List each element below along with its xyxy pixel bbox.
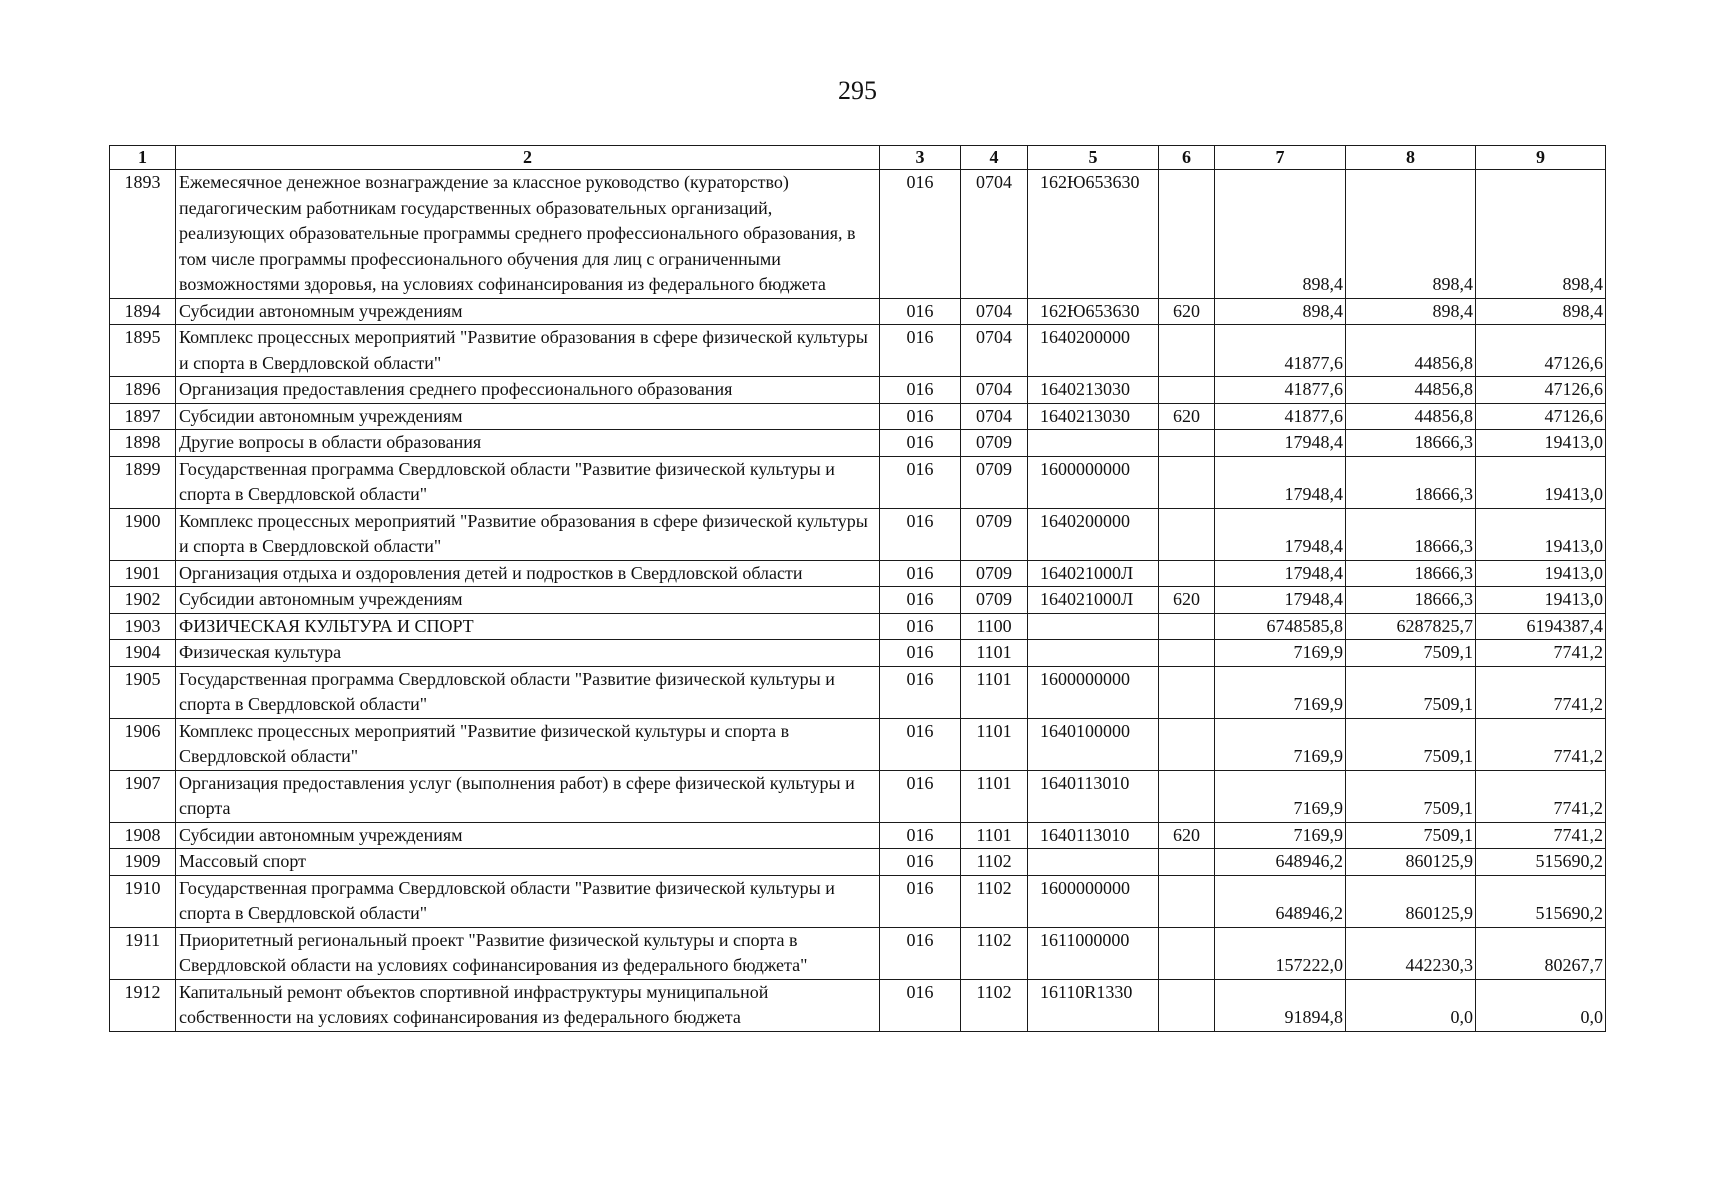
row-name: Субсидии автономным учреждениям [176, 587, 880, 614]
row-expense-kind [1159, 508, 1215, 560]
row-ministry-code: 016 [880, 822, 961, 849]
row-section-code: 1100 [961, 613, 1028, 640]
row-name: Приоритетный региональный проект "Развитие физической культуры и спорта в Свердловской области на условиях софинансирования из федерального бюджета" [176, 927, 880, 979]
row-amount-col8: 7509,1 [1346, 718, 1476, 770]
row-ministry-code: 016 [880, 403, 961, 430]
row-amount-col8: 18666,3 [1346, 430, 1476, 457]
row-amount-col8: 7509,1 [1346, 640, 1476, 667]
row-number: 1906 [110, 718, 176, 770]
row-section-code: 0704 [961, 325, 1028, 377]
row-name: Государственная программа Свердловской области "Развитие физической культуры и спорта в Свердловской области" [176, 456, 880, 508]
table-row [110, 927, 1606, 979]
row-ministry-code: 016 [880, 587, 961, 614]
row-expense-kind [1159, 377, 1215, 404]
row-amount-col9: 19413,0 [1476, 560, 1606, 587]
row-target-code: 164021000Л [1028, 560, 1159, 587]
row-number: 1908 [110, 822, 176, 849]
row-number: 1902 [110, 587, 176, 614]
row-amount-col8: 44856,8 [1346, 403, 1476, 430]
row-amount-col7: 17948,4 [1215, 456, 1346, 508]
table-row [110, 508, 1606, 560]
row-section-code: 0704 [961, 377, 1028, 404]
row-target-code: 16110R1330 [1028, 979, 1159, 1031]
row-expense-kind: 620 [1159, 298, 1215, 325]
row-target-code [1028, 613, 1159, 640]
row-amount-col9: 7741,2 [1476, 822, 1606, 849]
row-expense-kind [1159, 325, 1215, 377]
row-expense-kind [1159, 979, 1215, 1031]
row-section-code: 1101 [961, 822, 1028, 849]
row-name: Субсидии автономным учреждениям [176, 403, 880, 430]
row-number: 1899 [110, 456, 176, 508]
row-name: Организация отдыха и оздоровления детей и подростков в Свердловской области [176, 560, 880, 587]
table-header-row [110, 146, 1606, 170]
row-ministry-code: 016 [880, 770, 961, 822]
row-expense-kind: 620 [1159, 403, 1215, 430]
row-amount-col7: 6748585,8 [1215, 613, 1346, 640]
row-target-code: 162Ю653630 [1028, 298, 1159, 325]
row-expense-kind [1159, 613, 1215, 640]
table-row [110, 403, 1606, 430]
row-expense-kind [1159, 560, 1215, 587]
row-amount-col9: 47126,6 [1476, 403, 1606, 430]
row-amount-col8: 442230,3 [1346, 927, 1476, 979]
row-amount-col8: 18666,3 [1346, 587, 1476, 614]
column-header-8: 8 [1346, 146, 1476, 170]
row-target-code: 1600000000 [1028, 456, 1159, 508]
row-number: 1910 [110, 875, 176, 927]
table-row [110, 560, 1606, 587]
row-amount-col9: 7741,2 [1476, 666, 1606, 718]
row-amount-col9: 6194387,4 [1476, 613, 1606, 640]
row-target-code: 1640113010 [1028, 822, 1159, 849]
column-header-5: 5 [1028, 146, 1159, 170]
row-ministry-code: 016 [880, 666, 961, 718]
row-amount-col9: 80267,7 [1476, 927, 1606, 979]
row-expense-kind [1159, 718, 1215, 770]
row-number: 1898 [110, 430, 176, 457]
row-name: Субсидии автономным учреждениям [176, 298, 880, 325]
row-ministry-code: 016 [880, 849, 961, 876]
row-section-code: 0709 [961, 456, 1028, 508]
row-name: Другие вопросы в области образования [176, 430, 880, 457]
row-target-code: 162Ю653630 [1028, 170, 1159, 299]
row-number: 1912 [110, 979, 176, 1031]
row-number: 1897 [110, 403, 176, 430]
row-name: Массовый спорт [176, 849, 880, 876]
row-amount-col9: 7741,2 [1476, 640, 1606, 667]
row-section-code: 1102 [961, 979, 1028, 1031]
row-section-code: 0704 [961, 298, 1028, 325]
row-amount-col9: 515690,2 [1476, 875, 1606, 927]
row-amount-col7: 17948,4 [1215, 560, 1346, 587]
table-row [110, 170, 1606, 299]
table-row [110, 770, 1606, 822]
row-amount-col7: 898,4 [1215, 298, 1346, 325]
row-target-code [1028, 640, 1159, 667]
column-header-2: 2 [176, 146, 880, 170]
row-number: 1901 [110, 560, 176, 587]
row-expense-kind [1159, 875, 1215, 927]
row-number: 1893 [110, 170, 176, 299]
row-amount-col7: 157222,0 [1215, 927, 1346, 979]
row-ministry-code: 016 [880, 613, 961, 640]
table-row [110, 640, 1606, 667]
row-number: 1896 [110, 377, 176, 404]
row-target-code: 1640213030 [1028, 403, 1159, 430]
row-ministry-code: 016 [880, 508, 961, 560]
row-number: 1900 [110, 508, 176, 560]
row-amount-col8: 6287825,7 [1346, 613, 1476, 640]
row-expense-kind [1159, 430, 1215, 457]
row-amount-col8: 44856,8 [1346, 377, 1476, 404]
column-header-1: 1 [110, 146, 176, 170]
row-name: Комплекс процессных мероприятий "Развитие образования в сфере физической культуры и спорта в Свердловской области" [176, 508, 880, 560]
row-amount-col9: 898,4 [1476, 298, 1606, 325]
table-row [110, 430, 1606, 457]
row-number: 1903 [110, 613, 176, 640]
row-target-code: 1600000000 [1028, 666, 1159, 718]
row-amount-col9: 19413,0 [1476, 587, 1606, 614]
row-expense-kind: 620 [1159, 822, 1215, 849]
row-target-code [1028, 849, 1159, 876]
row-section-code: 1101 [961, 770, 1028, 822]
row-section-code: 1101 [961, 640, 1028, 667]
row-expense-kind [1159, 456, 1215, 508]
row-number: 1904 [110, 640, 176, 667]
row-amount-col8: 18666,3 [1346, 456, 1476, 508]
table-body [110, 170, 1606, 1032]
table-row [110, 849, 1606, 876]
row-name: Государственная программа Свердловской области "Развитие физической культуры и спорта в Свердловской области" [176, 875, 880, 927]
row-amount-col7: 7169,9 [1215, 822, 1346, 849]
row-target-code: 1640113010 [1028, 770, 1159, 822]
row-amount-col9: 898,4 [1476, 170, 1606, 299]
row-section-code: 1101 [961, 718, 1028, 770]
row-target-code: 1600000000 [1028, 875, 1159, 927]
row-name: Капитальный ремонт объектов спортивной инфраструктуры муниципальной собственности на условиях софинансирования из федерального бюджета [176, 979, 880, 1031]
row-name: Ежемесячное денежное вознаграждение за классное руководство (кураторство) педагогическим работникам государственных образовательных организаций, реализующих образовательные программы среднего профессионального образования, в том числе программы профессионального обучения для лиц с ограниченными возможностями здоровья, на условиях софинансирования из федерального бюджета [176, 170, 880, 299]
row-ministry-code: 016 [880, 456, 961, 508]
row-section-code: 0709 [961, 430, 1028, 457]
row-section-code: 0709 [961, 508, 1028, 560]
row-number: 1911 [110, 927, 176, 979]
row-amount-col9: 19413,0 [1476, 508, 1606, 560]
column-header-4: 4 [961, 146, 1028, 170]
row-amount-col7: 91894,8 [1215, 979, 1346, 1031]
row-amount-col7: 41877,6 [1215, 403, 1346, 430]
row-amount-col9: 0,0 [1476, 979, 1606, 1031]
row-target-code: 1640200000 [1028, 508, 1159, 560]
row-name: Организация предоставления услуг (выполнения работ) в сфере физической культуры и спорта [176, 770, 880, 822]
row-amount-col8: 44856,8 [1346, 325, 1476, 377]
row-ministry-code: 016 [880, 430, 961, 457]
row-amount-col7: 898,4 [1215, 170, 1346, 299]
row-amount-col8: 0,0 [1346, 979, 1476, 1031]
row-target-code [1028, 430, 1159, 457]
row-ministry-code: 016 [880, 640, 961, 667]
column-header-3: 3 [880, 146, 961, 170]
table-row [110, 822, 1606, 849]
page-number: 295 [838, 76, 877, 105]
row-name: Комплекс процессных мероприятий "Развитие физической культуры и спорта в Свердловской области" [176, 718, 880, 770]
row-section-code: 0709 [961, 587, 1028, 614]
row-target-code: 1640100000 [1028, 718, 1159, 770]
row-amount-col7: 41877,6 [1215, 325, 1346, 377]
row-amount-col8: 18666,3 [1346, 560, 1476, 587]
table-row [110, 613, 1606, 640]
row-amount-col7: 17948,4 [1215, 587, 1346, 614]
row-name: Физическая культура [176, 640, 880, 667]
row-number: 1907 [110, 770, 176, 822]
row-section-code: 1102 [961, 875, 1028, 927]
row-number: 1894 [110, 298, 176, 325]
row-name: Субсидии автономным учреждениям [176, 822, 880, 849]
row-ministry-code: 016 [880, 875, 961, 927]
row-section-code: 1101 [961, 666, 1028, 718]
row-amount-col8: 7509,1 [1346, 822, 1476, 849]
row-amount-col7: 7169,9 [1215, 640, 1346, 667]
row-amount-col7: 17948,4 [1215, 508, 1346, 560]
column-header-9: 9 [1476, 146, 1606, 170]
table-row [110, 377, 1606, 404]
row-ministry-code: 016 [880, 979, 961, 1031]
row-amount-col7: 648946,2 [1215, 875, 1346, 927]
table-row [110, 979, 1606, 1031]
row-ministry-code: 016 [880, 325, 961, 377]
table-row [110, 587, 1606, 614]
row-amount-col8: 898,4 [1346, 298, 1476, 325]
row-target-code: 1640213030 [1028, 377, 1159, 404]
row-amount-col7: 648946,2 [1215, 849, 1346, 876]
row-ministry-code: 016 [880, 377, 961, 404]
row-number: 1895 [110, 325, 176, 377]
row-amount-col9: 47126,6 [1476, 325, 1606, 377]
row-expense-kind: 620 [1159, 587, 1215, 614]
row-amount-col8: 860125,9 [1346, 849, 1476, 876]
row-ministry-code: 016 [880, 560, 961, 587]
row-amount-col8: 7509,1 [1346, 770, 1476, 822]
row-name: Организация предоставления среднего профессионального образования [176, 377, 880, 404]
row-section-code: 0704 [961, 170, 1028, 299]
row-amount-col8: 18666,3 [1346, 508, 1476, 560]
row-expense-kind [1159, 770, 1215, 822]
row-target-code: 1611000000 [1028, 927, 1159, 979]
row-section-code: 1102 [961, 849, 1028, 876]
budget-table [109, 145, 1606, 1032]
row-expense-kind [1159, 170, 1215, 299]
column-header-7: 7 [1215, 146, 1346, 170]
row-amount-col9: 19413,0 [1476, 456, 1606, 508]
row-amount-col8: 7509,1 [1346, 666, 1476, 718]
row-section-code: 0709 [961, 560, 1028, 587]
row-name: Комплекс процессных мероприятий "Развитие образования в сфере физической культуры и спорта в Свердловской области" [176, 325, 880, 377]
row-name: Государственная программа Свердловской области "Развитие физической культуры и спорта в Свердловской области" [176, 666, 880, 718]
row-amount-col9: 7741,2 [1476, 770, 1606, 822]
row-amount-col9: 19413,0 [1476, 430, 1606, 457]
row-section-code: 0704 [961, 403, 1028, 430]
row-number: 1905 [110, 666, 176, 718]
row-amount-col8: 898,4 [1346, 170, 1476, 299]
row-amount-col9: 47126,6 [1476, 377, 1606, 404]
row-ministry-code: 016 [880, 718, 961, 770]
row-expense-kind [1159, 640, 1215, 667]
row-ministry-code: 016 [880, 298, 961, 325]
column-header-6: 6 [1159, 146, 1215, 170]
row-number: 1909 [110, 849, 176, 876]
row-amount-col7: 7169,9 [1215, 770, 1346, 822]
table-row [110, 456, 1606, 508]
table-row [110, 875, 1606, 927]
table-row [110, 298, 1606, 325]
row-target-code: 164021000Л [1028, 587, 1159, 614]
row-name: ФИЗИЧЕСКАЯ КУЛЬТУРА И СПОРТ [176, 613, 880, 640]
row-amount-col9: 515690,2 [1476, 849, 1606, 876]
row-expense-kind [1159, 666, 1215, 718]
table-row [110, 718, 1606, 770]
row-amount-col7: 17948,4 [1215, 430, 1346, 457]
table-row [110, 666, 1606, 718]
row-amount-col7: 7169,9 [1215, 666, 1346, 718]
row-section-code: 1102 [961, 927, 1028, 979]
table-row [110, 325, 1606, 377]
row-ministry-code: 016 [880, 170, 961, 299]
row-ministry-code: 016 [880, 927, 961, 979]
row-amount-col8: 860125,9 [1346, 875, 1476, 927]
row-expense-kind [1159, 849, 1215, 876]
row-amount-col7: 7169,9 [1215, 718, 1346, 770]
row-amount-col9: 7741,2 [1476, 718, 1606, 770]
row-expense-kind [1159, 927, 1215, 979]
row-amount-col7: 41877,6 [1215, 377, 1346, 404]
row-target-code: 1640200000 [1028, 325, 1159, 377]
